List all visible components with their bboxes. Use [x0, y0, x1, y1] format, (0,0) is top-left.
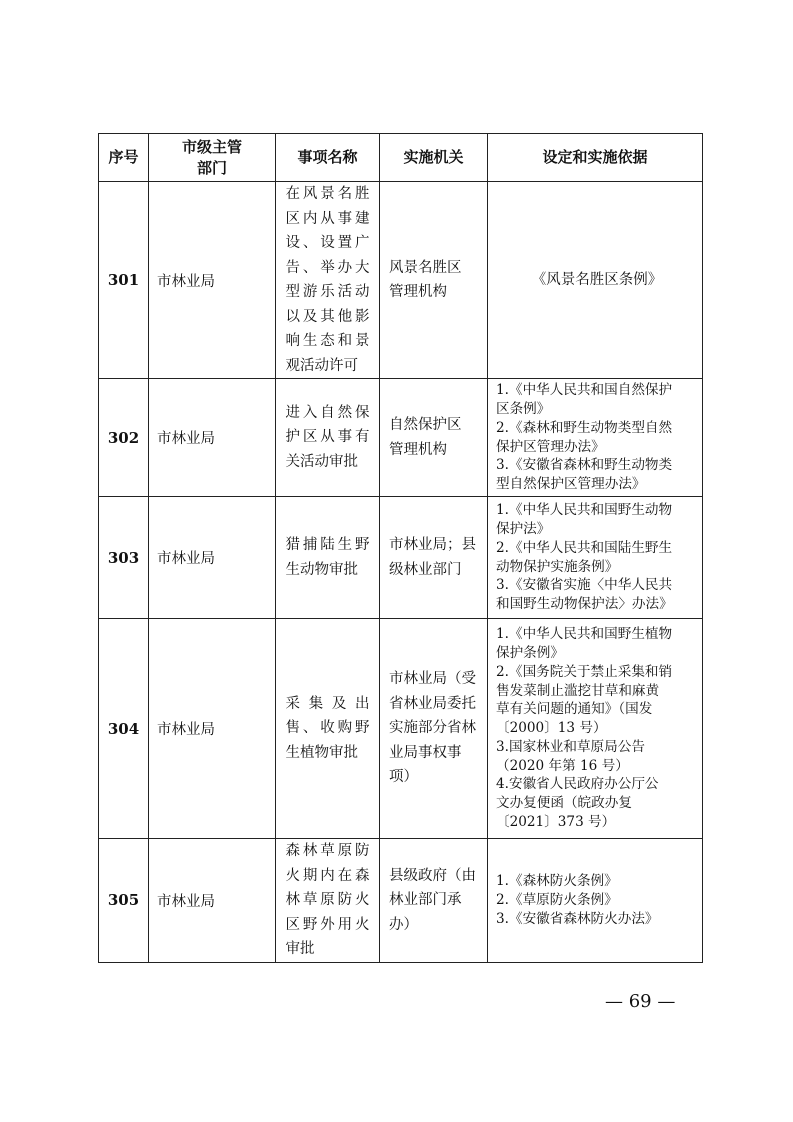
basis-line: 1.《中华人民共和国野生动物	[496, 502, 673, 519]
row-seq: 303	[99, 497, 149, 619]
header-row	[99, 134, 703, 182]
basis-line: 文办复便函（皖政办复	[496, 795, 632, 812]
basis-line: 2.《中华人民共和国陆生野生	[496, 539, 673, 556]
row-org-text: 市林业局；县级林业部门	[389, 537, 476, 578]
row-org-text: 县级政府（由林业部门承办）	[389, 867, 476, 933]
table-row	[99, 182, 703, 379]
row-org	[380, 182, 488, 379]
row-item-text: 采集及出售、收购野生植物审批	[285, 695, 370, 761]
items-table	[98, 133, 703, 963]
row-dept: 市林业局	[149, 379, 276, 497]
basis-line: 售发菜制止滥挖甘草和麻黄	[496, 682, 660, 699]
header-item: 事项名称	[276, 134, 380, 182]
basis-line: 型自然保护区管理办法》	[496, 476, 646, 493]
table-row	[99, 839, 703, 963]
row-seq: 305	[99, 839, 149, 963]
basis-line: 保护法》	[496, 520, 551, 537]
basis-line: 《风景名胜区条例》	[531, 271, 663, 288]
basis-line: 动物保护实施条例》	[496, 558, 619, 575]
header-org: 实施机关	[380, 134, 488, 182]
row-seq: 302	[99, 379, 149, 497]
basis-line: 和国野生动物保护法〉办法》	[496, 596, 673, 613]
row-basis	[488, 839, 703, 963]
row-basis	[488, 379, 703, 497]
basis-line: 〔2000〕13 号）	[496, 720, 607, 737]
basis-line: 3.国家林业和草原局公告	[496, 738, 645, 755]
row-item	[276, 497, 380, 619]
row-dept: 市林业局	[149, 497, 276, 619]
header-dept-text: 市级主管部门	[181, 137, 242, 177]
header-dept	[149, 134, 276, 182]
basis-line: 〔2021〕373 号）	[496, 814, 616, 831]
row-org	[380, 839, 488, 963]
basis-line: 草有关问题的通知》（国发	[496, 701, 653, 718]
row-org-text: 市林业局（受省林业局委托实施部分省林业局事权事项）	[389, 671, 476, 786]
basis-line: 4.安徽省人民政府办公厅公	[496, 776, 659, 793]
table-row	[99, 497, 703, 619]
basis-line: 1.《中华人民共和国自然保护	[496, 382, 673, 399]
basis-line: 2.《森林和野生动物类型自然	[496, 419, 673, 436]
header-seq: 序号	[99, 134, 149, 182]
basis-line: 保护条例》	[496, 644, 564, 661]
basis-line: 3.《安徽省森林防火办法》	[496, 910, 659, 927]
row-org	[380, 619, 488, 839]
row-org	[380, 379, 488, 497]
row-basis	[488, 497, 703, 619]
page-number: — 69 —	[605, 991, 676, 1012]
basis-line: （2020 年第 16 号）	[496, 757, 629, 774]
basis-line: 2.《国务院关于禁止采集和销	[496, 663, 673, 680]
table-row	[99, 379, 703, 497]
header-basis: 设定和实施依据	[488, 134, 703, 182]
row-item-text: 猎捕陆生野生动物审批	[285, 537, 370, 578]
row-item	[276, 182, 380, 379]
basis-line: 保护区管理办法》	[496, 438, 605, 455]
row-basis	[488, 619, 703, 839]
row-item	[276, 839, 380, 963]
row-org-text: 风景名胜区管理机构	[389, 259, 462, 300]
row-dept: 市林业局	[149, 839, 276, 963]
basis-line: 1.《中华人民共和国野生植物	[496, 626, 673, 643]
row-org-text: 自然保护区管理机构	[389, 417, 462, 458]
basis-line: 3.《安徽省实施〈中华人民共	[496, 577, 673, 594]
basis-line: 2.《草原防火条例》	[496, 891, 618, 908]
row-item-text: 森林草原防火期内在森林草原防火区野外用火审批	[285, 843, 370, 957]
basis-line: 区条例》	[496, 400, 551, 417]
table-row	[99, 619, 703, 839]
row-item	[276, 379, 380, 497]
row-item-text: 在风景名胜区内从事建设、设置广告、举办大型游乐活动以及其他影响生态和景观活动许可	[285, 186, 370, 374]
row-item-text: 进入自然保护区从事有关活动审批	[285, 404, 370, 470]
basis-line: 1.《森林防火条例》	[496, 873, 618, 890]
row-org	[380, 497, 488, 619]
row-dept: 市林业局	[149, 182, 276, 379]
row-dept: 市林业局	[149, 619, 276, 839]
row-seq: 304	[99, 619, 149, 839]
row-seq: 301	[99, 182, 149, 379]
row-item	[276, 619, 380, 839]
basis-line: 3.《安徽省森林和野生动物类	[496, 457, 673, 474]
row-basis	[488, 182, 703, 379]
